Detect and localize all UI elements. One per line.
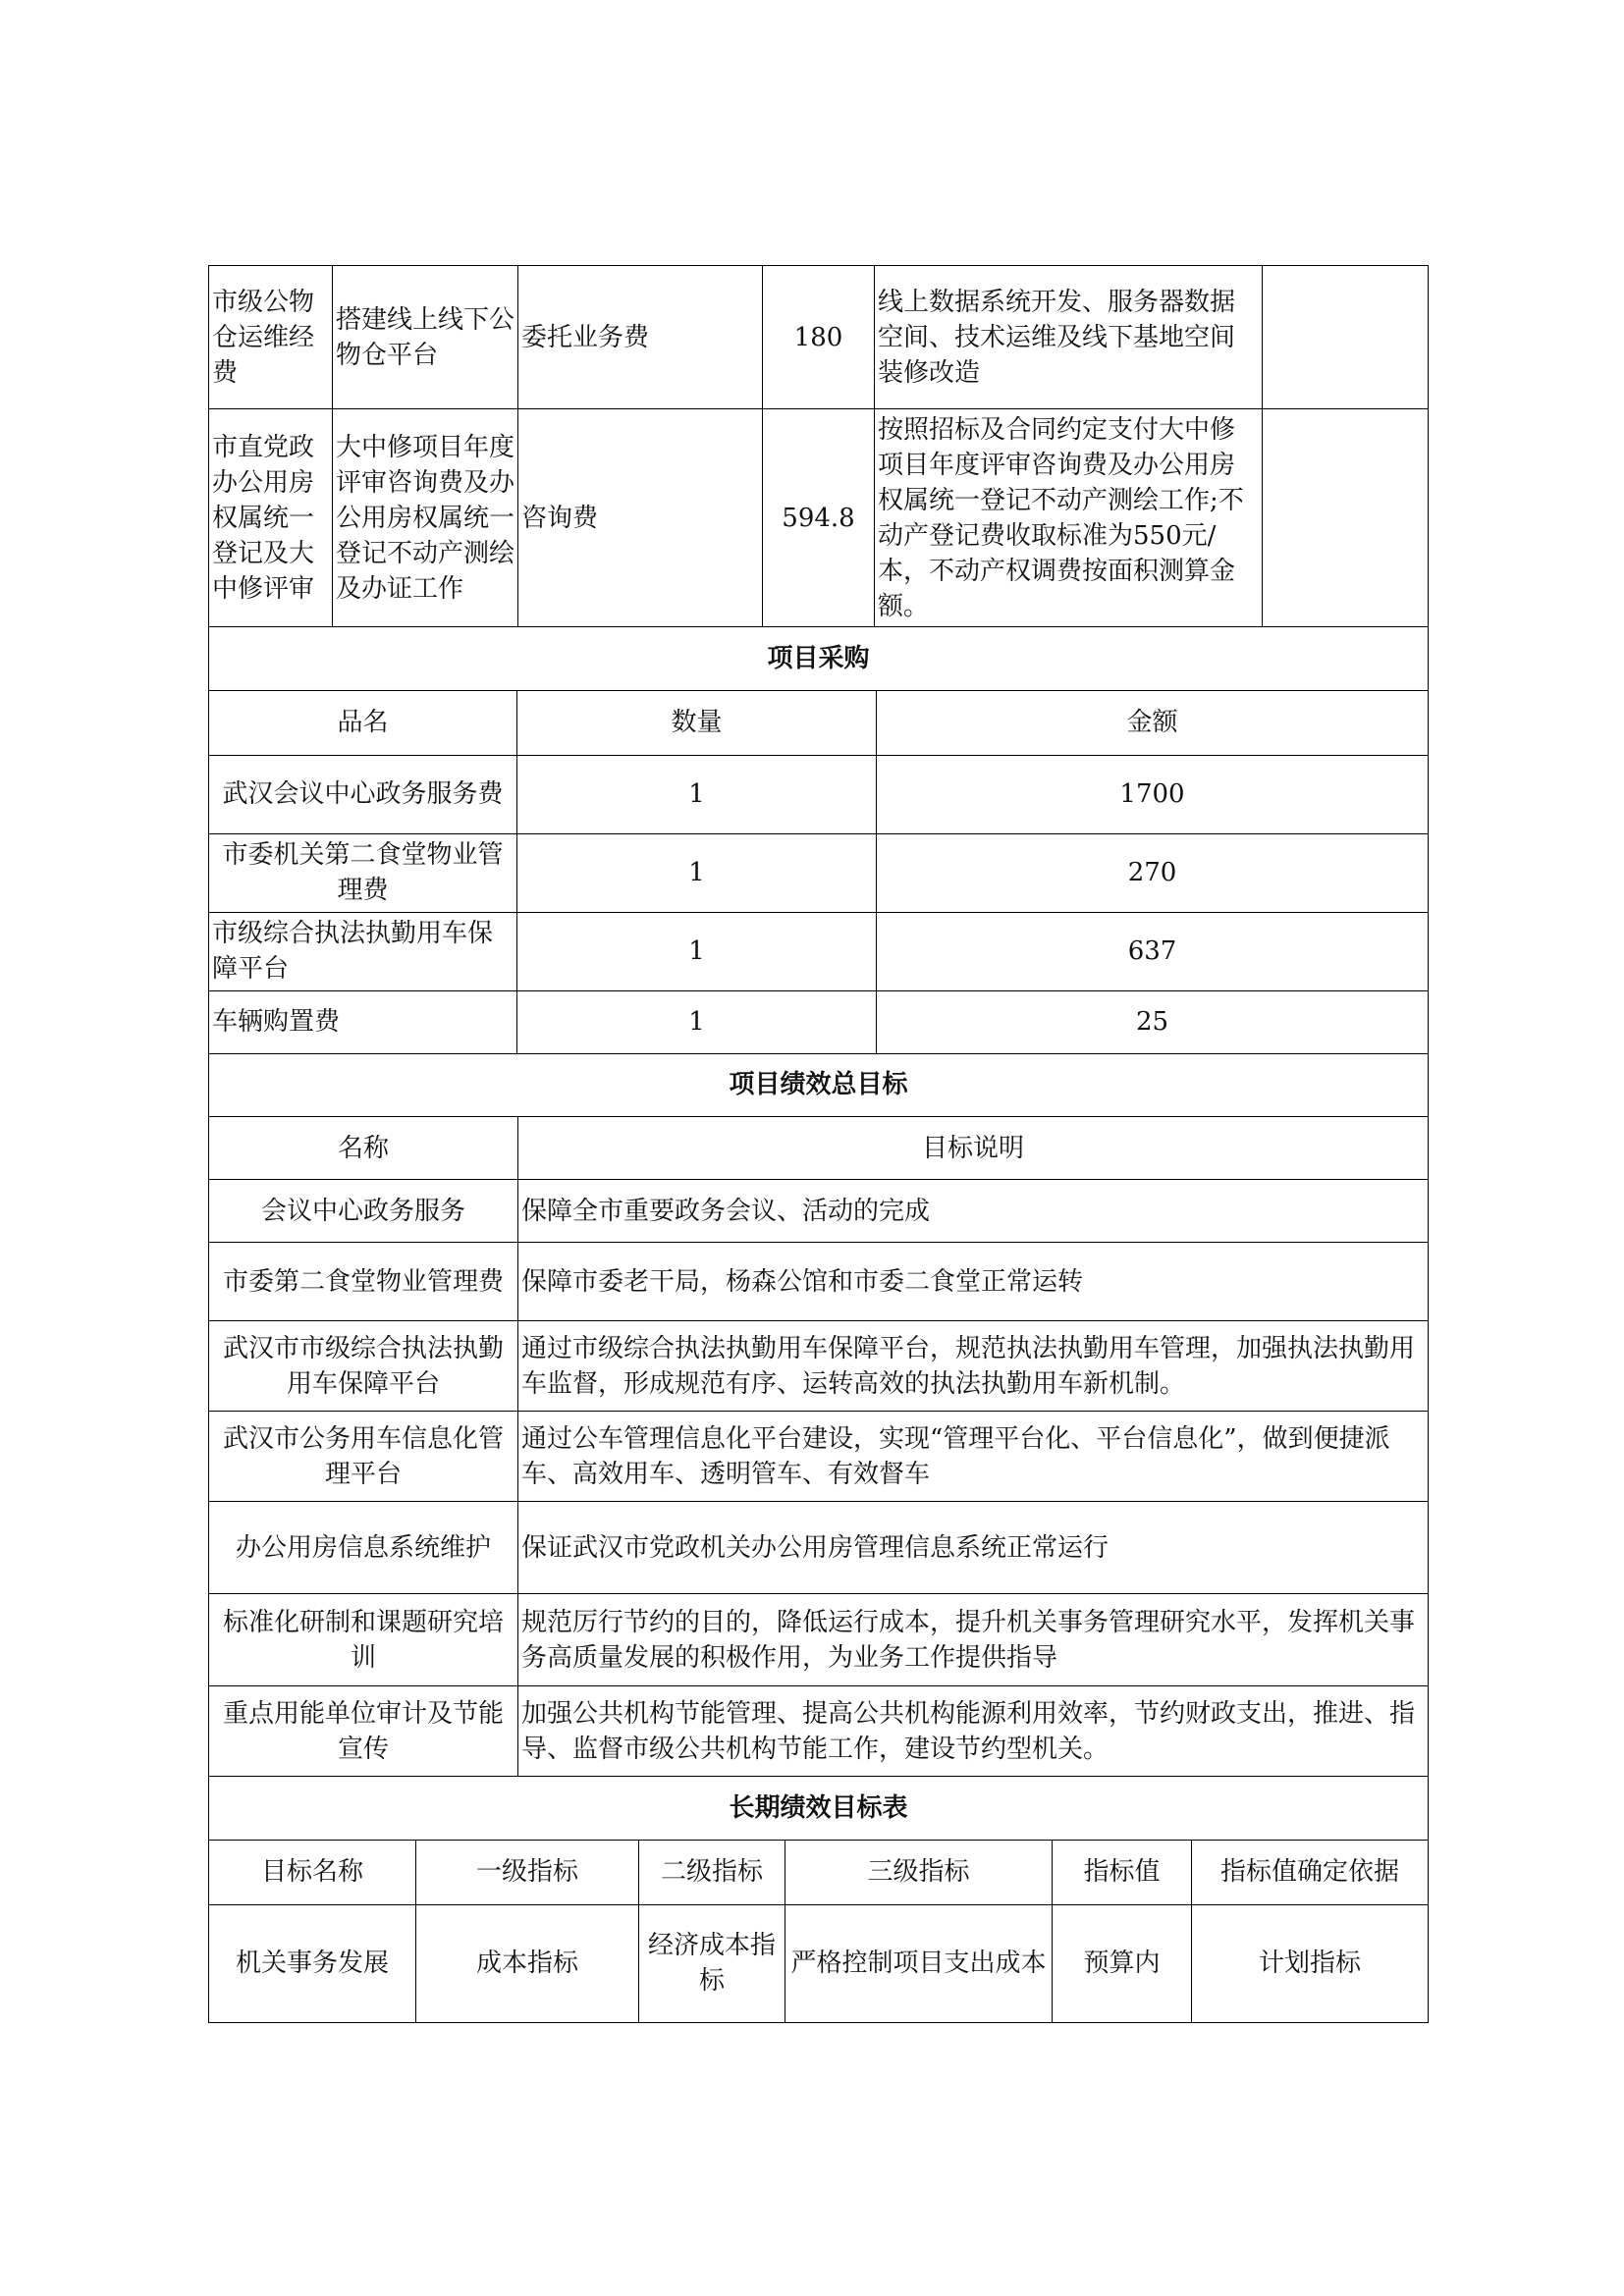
expense-category-cell: 咨询费 — [518, 409, 763, 627]
project-name-cell: 市直党政办公用房权属统一登记及大中修评审 — [209, 409, 333, 627]
column-header: 目标说明 — [518, 1117, 1429, 1180]
long-term-title: 长期绩效目标表 — [209, 1777, 1429, 1840]
amount-cell: 25 — [877, 990, 1429, 1053]
header-row — [209, 1840, 1429, 1904]
table-row — [209, 912, 1429, 990]
goal-desc-cell: 通过公车管理信息化平台建设，实现“管理平台化、平台信息化”，做到便捷派车、高效用车、透明管车、有效督车 — [518, 1412, 1429, 1502]
section-header-row — [209, 627, 1429, 690]
long-term-targets-table — [208, 1777, 1429, 2023]
quantity-cell: 1 — [517, 833, 877, 912]
goal-desc-cell: 加强公共机构节能管理、提高公共机构能源利用效率，节约财政支出，推进、指导、监督市级公共机构节能工作，建设节约型机关。 — [518, 1686, 1429, 1777]
table-row — [209, 266, 1429, 409]
section-header-row — [209, 1777, 1429, 1840]
column-header: 名称 — [209, 1117, 518, 1180]
level2-indicator-cell: 经济成本指标 — [639, 1904, 785, 2022]
table-row — [209, 1321, 1429, 1412]
table-row — [209, 1180, 1429, 1243]
quantity-cell: 1 — [517, 912, 877, 990]
column-header: 品名 — [209, 690, 517, 755]
note-cell — [1263, 409, 1429, 627]
level3-indicator-cell: 严格控制项目支出成本 — [785, 1904, 1053, 2022]
indicator-value-cell: 预算内 — [1053, 1904, 1192, 2022]
amount-cell: 594.8 — [763, 409, 875, 627]
amount-cell: 637 — [877, 912, 1429, 990]
item-name-cell: 市委机关第二食堂物业管理费 — [209, 833, 517, 912]
table-row — [209, 755, 1429, 833]
goal-name-cell: 武汉市公务用车信息化管理平台 — [209, 1412, 518, 1502]
column-header: 指标值确定依据 — [1192, 1840, 1429, 1904]
goal-name-cell: 重点用能单位审计及节能宣传 — [209, 1686, 518, 1777]
table-row — [209, 1412, 1429, 1502]
section-header-row — [209, 1054, 1429, 1117]
column-header: 指标值 — [1053, 1840, 1192, 1904]
indicator-basis-cell: 计划指标 — [1192, 1904, 1429, 2022]
column-header: 目标名称 — [209, 1840, 416, 1904]
basis-cell: 线上数据系统开发、服务器数据空间、技术运维及线下基地空间装修改造 — [875, 266, 1263, 409]
header-row — [209, 690, 1429, 755]
procurement-title: 项目采购 — [209, 627, 1429, 690]
table-row — [209, 990, 1429, 1053]
goal-name-cell: 机关事务发展 — [209, 1904, 416, 2022]
amount-cell: 270 — [877, 833, 1429, 912]
column-header: 金额 — [877, 690, 1429, 755]
item-name-cell: 车辆购置费 — [209, 990, 517, 1053]
goal-desc-cell: 保证武汉市党政机关办公用房管理信息系统正常运行 — [518, 1502, 1429, 1594]
column-header: 二级指标 — [639, 1840, 785, 1904]
table-row — [209, 1686, 1429, 1777]
table-row — [209, 833, 1429, 912]
table-row — [209, 1243, 1429, 1321]
goal-desc-cell: 保障市委老干局，杨森公馆和市委二食堂正常运转 — [518, 1243, 1429, 1321]
project-name-cell: 市级公物仓运维经费 — [209, 266, 333, 409]
project-content-cell: 大中修项目年度评审咨询费及办公用房权属统一登记不动产测绘及办证工作 — [333, 409, 518, 627]
basis-cell: 按照招标及合同约定支付大中修项目年度评审咨询费及办公用房权属统一登记不动产测绘工作;不动产登记费收取标准为550元/本，不动产权调费按面积测算金额。 — [875, 409, 1263, 627]
note-cell — [1263, 266, 1429, 409]
quantity-cell: 1 — [517, 755, 877, 833]
amount-cell: 180 — [763, 266, 875, 409]
header-row — [209, 1117, 1429, 1180]
quantity-cell: 1 — [517, 990, 877, 1053]
goal-desc-cell: 通过市级综合执法执勤用车保障平台，规范执法执勤用车管理，加强执法执勤用车监督，形成规范有序、运转高效的执法执勤用车新机制。 — [518, 1321, 1429, 1412]
expense-category-cell: 委托业务费 — [518, 266, 763, 409]
table-row — [209, 1594, 1429, 1686]
performance-goals-table — [208, 1054, 1429, 1778]
column-header: 数量 — [517, 690, 877, 755]
amount-cell: 1700 — [877, 755, 1429, 833]
level1-indicator-cell: 成本指标 — [416, 1904, 639, 2022]
goals-title: 项目绩效总目标 — [209, 1054, 1429, 1117]
item-name-cell: 市级综合执法执勤用车保障平台 — [209, 912, 517, 990]
table-row — [209, 409, 1429, 627]
budget-document-page — [208, 265, 1428, 2023]
procurement-table — [208, 627, 1429, 1054]
goal-name-cell: 办公用房信息系统维护 — [209, 1502, 518, 1594]
goal-name-cell: 标准化研制和课题研究培训 — [209, 1594, 518, 1686]
expense-detail-table — [208, 265, 1429, 627]
column-header: 一级指标 — [416, 1840, 639, 1904]
goal-desc-cell: 保障全市重要政务会议、活动的完成 — [518, 1180, 1429, 1243]
table-row — [209, 1904, 1429, 2022]
column-header: 三级指标 — [785, 1840, 1053, 1904]
item-name-cell: 武汉会议中心政务服务费 — [209, 755, 517, 833]
goal-name-cell: 会议中心政务服务 — [209, 1180, 518, 1243]
project-content-cell: 搭建线上线下公物仓平台 — [333, 266, 518, 409]
goal-name-cell: 武汉市市级综合执法执勤用车保障平台 — [209, 1321, 518, 1412]
goal-desc-cell: 规范厉行节约的目的，降低运行成本，提升机关事务管理研究水平，发挥机关事务高质量发展的积极作用，为业务工作提供指导 — [518, 1594, 1429, 1686]
goal-name-cell: 市委第二食堂物业管理费 — [209, 1243, 518, 1321]
table-row — [209, 1502, 1429, 1594]
